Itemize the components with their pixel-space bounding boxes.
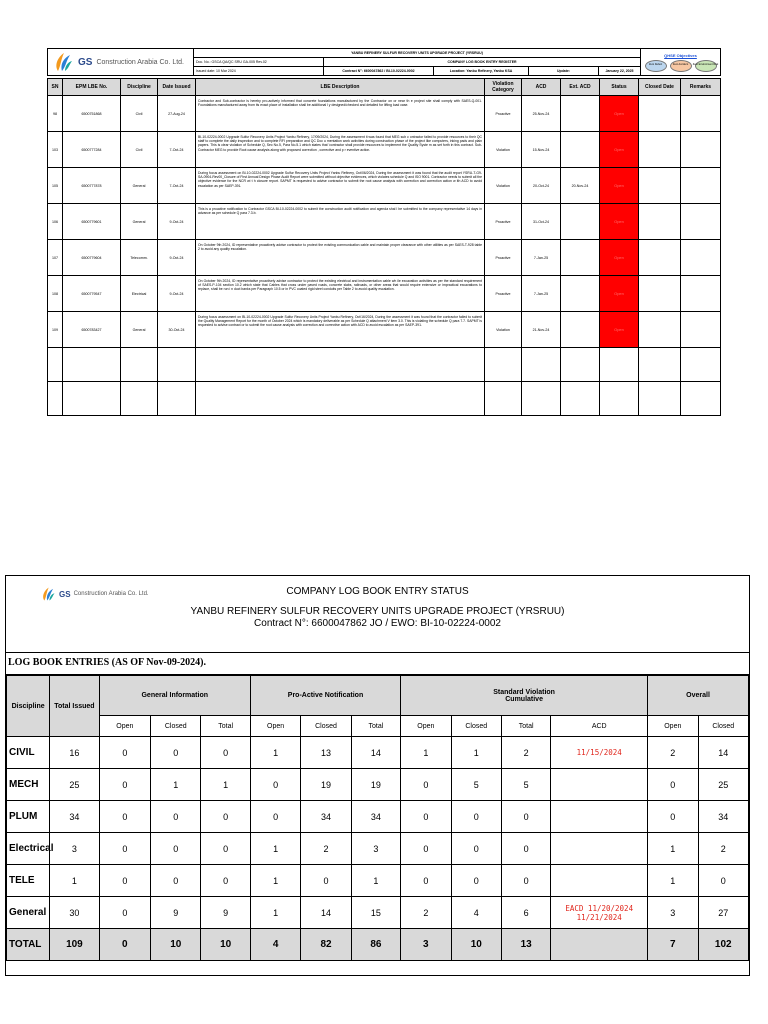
status-title: COMPANY LOG BOOK ENTRY STATUS: [286, 586, 469, 597]
row-description: During focus assessment on BI-10-02224-0002 Upgrade Sulfur Recovery Units Project Yanbu Refinery, Oct/06/2024, During the assessment it was found that the audit report YSRU-T-G9-SA-0904-Rev00_Closure of First Annual Design Phase Audit Report were submitted without objective evidences, which violates schedule Q and ISO 9001. Contractor needs to submit all the objective evidence for the NCR wi t h closure report. SAPMT is requested to advise contractor to submit the root cause analysis with correction and correction action w ith ACD to avoid escalation as per SAEP-391.: [196, 168, 485, 204]
general-total: 9: [201, 897, 250, 929]
qhse-objectives: [641, 49, 721, 76]
row-acd: 7-Jan-25: [522, 240, 561, 276]
proactive-total: 15: [351, 897, 400, 929]
row-description: On October 9th 2024, ID representative proactively advise contractor to protect the existing electrical and instrumentation cable wh ile excavation activities as per the standard requirement of SAES-P-104 section 10.2 which state that Cables that cross under paved roads, concrete slabs, railroads, or other areas that would require extensive or impractical excavations to replace, shall be run i n duct banks per Paragraph 10.5 or in PVC coated rigid steel conduits per Table 2 to avoid quality escalation.: [196, 276, 485, 312]
company-name: Construction Arabia Co. Ltd.: [96, 58, 185, 66]
group-proactive-notification: Pro-Active Notification: [250, 676, 400, 716]
violation-acd: 11/15/2024: [551, 737, 648, 769]
proactive-closed: 13: [301, 737, 351, 769]
col-violation-category: Violation Category: [485, 79, 522, 96]
sub-open: Open: [99, 716, 150, 737]
empty-cell: [63, 382, 121, 416]
row-date-issued: 7-Oct-24: [158, 132, 196, 168]
status-row: [7, 833, 749, 865]
total-issued: 1: [50, 865, 99, 897]
violation-open: 0: [401, 801, 451, 833]
update-date: January 22, 2025: [599, 67, 641, 76]
sub-total: Total: [501, 716, 550, 737]
status-row: [7, 801, 749, 833]
register-row: [48, 240, 721, 276]
col-discipline: Discipline: [121, 79, 158, 96]
row-epm-number: 6500779601: [63, 204, 121, 240]
empty-cell: [561, 382, 600, 416]
sub-open: Open: [648, 716, 698, 737]
general-closed: 0: [151, 833, 201, 865]
register-row: [48, 204, 721, 240]
total-issued: 16: [50, 737, 99, 769]
violation-open: 0: [401, 833, 451, 865]
empty-cell: [121, 382, 158, 416]
violation-total: 6: [501, 897, 550, 929]
violation-closed: 10: [451, 929, 501, 961]
overall-closed: 14: [698, 737, 748, 769]
empty-cell: [522, 382, 561, 416]
total-issued: 25: [50, 769, 99, 801]
col-sn: SN: [48, 79, 63, 96]
proactive-open: 1: [250, 737, 300, 769]
row-status: Open: [600, 312, 639, 348]
row-description: This is a proactive notification to Contractor GSCA BI-10-02224-0002 to submit the construction audit notification and agenda shal l be submitted to the company representative 14 days in advance as per schedule Q para 7.3.b.: [196, 204, 485, 240]
proactive-open: 1: [250, 833, 300, 865]
violation-total: 2: [501, 737, 550, 769]
violation-closed: 4: [451, 897, 501, 929]
row-sn: 108: [48, 276, 63, 312]
row-violation-category: Violation: [485, 312, 522, 348]
row-closed-date: [639, 276, 681, 312]
group-standard-violation: Standard Violation Cumulative: [401, 676, 648, 716]
row-violation-category: Proactive: [485, 204, 522, 240]
log-book-status: [5, 575, 750, 976]
violation-closed: 1: [451, 737, 501, 769]
violation-acd: [551, 769, 648, 801]
row-date-issued: 9-Oct-24: [158, 204, 196, 240]
row-ext-acd: 20-Nov-24: [561, 168, 600, 204]
general-total: 1: [201, 769, 250, 801]
log-book-register: [47, 48, 720, 416]
empty-cell: [639, 382, 681, 416]
total-issued: 3: [50, 833, 99, 865]
row-epm-number: 6500777878: [63, 168, 121, 204]
row-status: Open: [600, 240, 639, 276]
row-closed-date: [639, 132, 681, 168]
sub-closed: Closed: [151, 716, 201, 737]
proactive-total: 14: [351, 737, 400, 769]
as-of-heading: LOG BOOK ENTRIES (AS OF Nov-09-2024).: [6, 653, 749, 675]
general-total: 10: [201, 929, 250, 961]
register-empty-row: [48, 382, 721, 416]
status-row: [7, 897, 749, 929]
row-date-issued: 9-Oct-24: [158, 240, 196, 276]
row-remarks: [681, 276, 721, 312]
violation-closed: 0: [451, 801, 501, 833]
update-label: Update:: [529, 67, 599, 76]
qhse-objectives-link[interactable]: QHSE Objectives: [664, 52, 697, 58]
row-ext-acd: [561, 276, 600, 312]
row-closed-date: [639, 96, 681, 132]
empty-cell: [158, 348, 196, 382]
register-row: [48, 276, 721, 312]
general-closed: 0: [151, 737, 201, 769]
register-row: [48, 168, 721, 204]
violation-open: 1: [401, 737, 451, 769]
empty-cell: [522, 348, 561, 382]
status-table: [6, 675, 749, 961]
row-date-issued: 9-Oct-24: [158, 276, 196, 312]
proactive-closed: 19: [301, 769, 351, 801]
proactive-open: 1: [250, 897, 300, 929]
proactive-total: 19: [351, 769, 400, 801]
overall-open: 7: [648, 929, 698, 961]
col-epm: EPM LBE No.: [63, 79, 121, 96]
proactive-total: 1: [351, 865, 400, 897]
overall-closed: 2: [698, 833, 748, 865]
doc-number: Doc. No.: GSCA QA/QC SRU GA-005 Rev.02: [194, 58, 324, 67]
empty-cell: [639, 348, 681, 382]
row-status: Open: [600, 96, 639, 132]
sub-closed: Closed: [451, 716, 501, 737]
row-remarks: [681, 240, 721, 276]
violation-open: 2: [401, 897, 451, 929]
row-remarks: [681, 132, 721, 168]
violation-closed: 5: [451, 769, 501, 801]
violation-open: 0: [401, 865, 451, 897]
row-closed-date: [639, 240, 681, 276]
col-date-issued: Date Issued: [158, 79, 196, 96]
empty-cell: [121, 348, 158, 382]
row-closed-date: [639, 204, 681, 240]
row-discipline: Telecomm.: [121, 240, 158, 276]
row-sn: 109: [48, 312, 63, 348]
row-status: Open: [600, 168, 639, 204]
row-date-issued: 7-Oct-24: [158, 168, 196, 204]
row-sn: 107: [48, 240, 63, 276]
overall-open: 1: [648, 865, 698, 897]
general-open: 0: [99, 737, 150, 769]
sub-closed: Closed: [698, 716, 748, 737]
col-remarks: Remarks: [681, 79, 721, 96]
row-discipline: General: [121, 168, 158, 204]
status-project: YANBU REFINERY SULFUR RECOVERY UNITS UPGRADE PROJECT (YRSRUU): [190, 606, 565, 617]
register-header: [47, 48, 721, 76]
row-status: Open: [600, 276, 639, 312]
row-description: On October 9th 2024, ID representative proactively advise contractor to protect the existing communication cable and maintain proper clearance with other utilities as per SAES-T-928 table 2 to avoid any quality escalation.: [196, 240, 485, 276]
violation-acd: [551, 801, 648, 833]
discipline-name: TELE: [7, 865, 50, 897]
overall-closed: 0: [698, 865, 748, 897]
overall-closed: 25: [698, 769, 748, 801]
row-ext-acd: [561, 312, 600, 348]
status-row: [7, 737, 749, 769]
proactive-closed: 14: [301, 897, 351, 929]
general-closed: 0: [151, 801, 201, 833]
row-description: BI-10-02224-0002 Upgrade Sulfur Recovery Units Project Yanbu Refinery, 17/09/2024, During the assessment it was found that MEG sub c ontractor failed to provide resources to their QC staff to complete the daily inspection and to complete RFI preparation and QC Doc u mentation work activities during construction phase of the project like computers, inking pads and plain papers. This is clear violation of Schedule Q, Sec No.5, Para No.5.1 which states that 'contractor shall provide resources to implement the Quality Syste m as set forth in this contract. Sub-Contractor MEG to provide Root cause analysis along with proposed correction , corrective and p r eventive action.: [196, 132, 485, 168]
row-discipline: Civil: [121, 96, 158, 132]
row-violation-category: Violation: [485, 132, 522, 168]
col-description: LBE Description: [196, 79, 485, 96]
row-acd: 21-Nov-24: [522, 312, 561, 348]
row-closed-date: [639, 168, 681, 204]
empty-cell: [681, 382, 721, 416]
company-name-bold: GS: [78, 56, 93, 68]
violation-total: 0: [501, 801, 550, 833]
row-description: During focus assessment on BI-10-02224-0002 Upgrade Sulfur Recovery Units Project Yanbu Refinery, Oct/16/2024, During the assessment it was found that the contractor failed to submit the Quality Management Report for the month of October 2024 which is mandatory deliverable as per Schedule Q attachment V item 3.0. This is violating the schedule Q para 7.7. SAPMT is requested to advise contract or to submit the root cause analysis with correction and corrective action with ACD to avoid escalation as per SAEP-391.: [196, 312, 485, 348]
empty-cell: [681, 348, 721, 382]
row-status: Open: [600, 132, 639, 168]
general-closed: 9: [151, 897, 201, 929]
row-closed-date: [639, 312, 681, 348]
proactive-open: 0: [250, 801, 300, 833]
empty-cell: [485, 348, 522, 382]
empty-cell: [600, 348, 639, 382]
sub-acd: ACD: [551, 716, 648, 737]
row-discipline: Electrical: [121, 276, 158, 312]
group-general-information: General Information: [99, 676, 250, 716]
general-open: 0: [99, 929, 150, 961]
row-ext-acd: [561, 204, 600, 240]
zero-defect-badge: Zero Defect: [645, 60, 667, 72]
empty-cell: [485, 382, 522, 416]
row-violation-category: Proactive: [485, 240, 522, 276]
violation-total: 0: [501, 865, 550, 897]
status-row: [7, 865, 749, 897]
empty-cell: [600, 382, 639, 416]
gs-logo-icon: [52, 51, 74, 73]
discipline-name: PLUM: [7, 801, 50, 833]
row-ext-acd: [561, 132, 600, 168]
row-sn: 106: [48, 204, 63, 240]
empty-cell: [196, 348, 485, 382]
overall-open: 1: [648, 833, 698, 865]
status-contract: Contract N°: 6600047862 JO / EWO: BI-10-02224-0002: [254, 618, 501, 629]
violation-acd: [551, 929, 648, 961]
zero-environment-badge: Zero Environment Risk: [695, 60, 717, 72]
row-sn: 103: [48, 132, 63, 168]
sub-open: Open: [401, 716, 451, 737]
empty-cell: [196, 382, 485, 416]
proactive-total: 86: [351, 929, 400, 961]
violation-total: 5: [501, 769, 550, 801]
violation-total: 0: [501, 833, 550, 865]
empty-cell: [48, 348, 63, 382]
col-discipline: Discipline: [7, 676, 50, 737]
proactive-closed: 0: [301, 865, 351, 897]
row-sn: 105: [48, 168, 63, 204]
overall-open: 3: [648, 897, 698, 929]
company-name-bold: GS: [59, 589, 71, 599]
violation-acd: [551, 833, 648, 865]
register-row: [48, 96, 721, 132]
general-closed: 0: [151, 865, 201, 897]
row-violation-category: Proactive: [485, 96, 522, 132]
row-status: Open: [600, 204, 639, 240]
general-total: 0: [201, 833, 250, 865]
col-total-issued: Total Issued: [50, 676, 99, 737]
overall-open: 2: [648, 737, 698, 769]
status-header: [6, 576, 749, 653]
row-epm-number: 6500779547: [63, 276, 121, 312]
general-open: 0: [99, 801, 150, 833]
overall-closed: 102: [698, 929, 748, 961]
general-open: 0: [99, 897, 150, 929]
general-open: 0: [99, 865, 150, 897]
proactive-total: 34: [351, 801, 400, 833]
sub-total: Total: [351, 716, 400, 737]
proactive-closed: 2: [301, 833, 351, 865]
group-overall: Overall: [648, 676, 749, 716]
status-row: [7, 769, 749, 801]
proactive-open: 0: [250, 769, 300, 801]
sub-open: Open: [250, 716, 300, 737]
general-total: 0: [201, 737, 250, 769]
general-total: 0: [201, 865, 250, 897]
empty-cell: [158, 382, 196, 416]
row-discipline: General: [121, 204, 158, 240]
register-title: COMPANY LOG BOOK ENTRY REGISTER: [324, 58, 641, 67]
overall-closed: 34: [698, 801, 748, 833]
proactive-closed: 34: [301, 801, 351, 833]
general-open: 0: [99, 769, 150, 801]
violation-closed: 0: [451, 833, 501, 865]
row-acd: 31-Oct-24: [522, 204, 561, 240]
violation-total: 13: [501, 929, 550, 961]
violation-acd: [551, 865, 648, 897]
violation-open: 3: [401, 929, 451, 961]
register-table: [47, 78, 721, 416]
row-date-issued: 27-Aug-24: [158, 96, 196, 132]
proactive-closed: 82: [301, 929, 351, 961]
discipline-name: General: [7, 897, 50, 929]
overall-open: 0: [648, 801, 698, 833]
col-acd: ACD: [522, 79, 561, 96]
violation-closed: 0: [451, 865, 501, 897]
row-remarks: [681, 204, 721, 240]
row-discipline: Civil: [121, 132, 158, 168]
project-title: YANBU REFINERY SULFUR RECOVERY UNITS UPGRADE PROJECT (YRSRUU): [194, 49, 641, 58]
row-ext-acd: [561, 240, 600, 276]
row-acd: 15-Nov-24: [522, 132, 561, 168]
violation-acd: EACD 11/20/2024 11/21/2024: [551, 897, 648, 929]
overall-closed: 27: [698, 897, 748, 929]
col-closed-date: Closed Date: [639, 79, 681, 96]
overall-open: 0: [648, 769, 698, 801]
row-acd: 20-Oct-24: [522, 168, 561, 204]
total-issued: 30: [50, 897, 99, 929]
row-remarks: [681, 312, 721, 348]
row-violation-category: Proactive: [485, 276, 522, 312]
general-closed: 10: [151, 929, 201, 961]
company-name: Construction Arabia Co. Ltd.: [73, 591, 149, 597]
company-logo: [48, 49, 194, 76]
row-ext-acd: [561, 96, 600, 132]
issued-date: Issued date: 10 Mar 2024: [194, 67, 324, 76]
row-acd: 7-Jan-25: [522, 276, 561, 312]
general-closed: 1: [151, 769, 201, 801]
row-remarks: [681, 96, 721, 132]
zero-accident-badge: Zero Accident: [670, 60, 692, 72]
proactive-open: 1: [250, 865, 300, 897]
row-epm-number: 6500783427: [63, 312, 121, 348]
general-total: 0: [201, 801, 250, 833]
row-epm-number: 6500777284: [63, 132, 121, 168]
proactive-open: 4: [250, 929, 300, 961]
col-ext-acd: Ext. ACD: [561, 79, 600, 96]
row-sn: 98: [48, 96, 63, 132]
empty-cell: [48, 382, 63, 416]
sub-closed: Closed: [301, 716, 351, 737]
register-row: [48, 132, 721, 168]
general-open: 0: [99, 833, 150, 865]
row-acd: 25-Nov-24: [522, 96, 561, 132]
total-issued: 34: [50, 801, 99, 833]
violation-open: 0: [401, 769, 451, 801]
row-epm-number: 6500751868: [63, 96, 121, 132]
row-remarks: [681, 168, 721, 204]
status-total-row: [7, 929, 749, 961]
total-issued: 109: [50, 929, 99, 961]
row-date-issued: 30-Oct-24: [158, 312, 196, 348]
discipline-name: CIVIL: [7, 737, 50, 769]
register-row: [48, 312, 721, 348]
location: Location: Yanbu Refinery, Yanbu KSA: [434, 67, 529, 76]
register-empty-row: [48, 348, 721, 382]
sub-total: Total: [201, 716, 250, 737]
discipline-name: Electrical: [7, 833, 50, 865]
contract-number: Contract N°: 6600047862 / BI-10-02224-0002: [324, 67, 434, 76]
proactive-total: 3: [351, 833, 400, 865]
row-epm-number: 6500779604: [63, 240, 121, 276]
col-status: Status: [600, 79, 639, 96]
row-discipline: General: [121, 312, 158, 348]
discipline-name: MECH: [7, 769, 50, 801]
row-violation-category: Violation: [485, 168, 522, 204]
empty-cell: [561, 348, 600, 382]
empty-cell: [63, 348, 121, 382]
row-description: Contractor and Sub-contractor is hereby pro-actively informed that concrete foundations manufactured by the Contractor on or near th e project site shall comply with SAES-Q-001. Foundations manufactured away from its exact place of installation shall be additional l y designed/checked and detailed for lifting load case.: [196, 96, 485, 132]
discipline-name: TOTAL: [7, 929, 50, 961]
